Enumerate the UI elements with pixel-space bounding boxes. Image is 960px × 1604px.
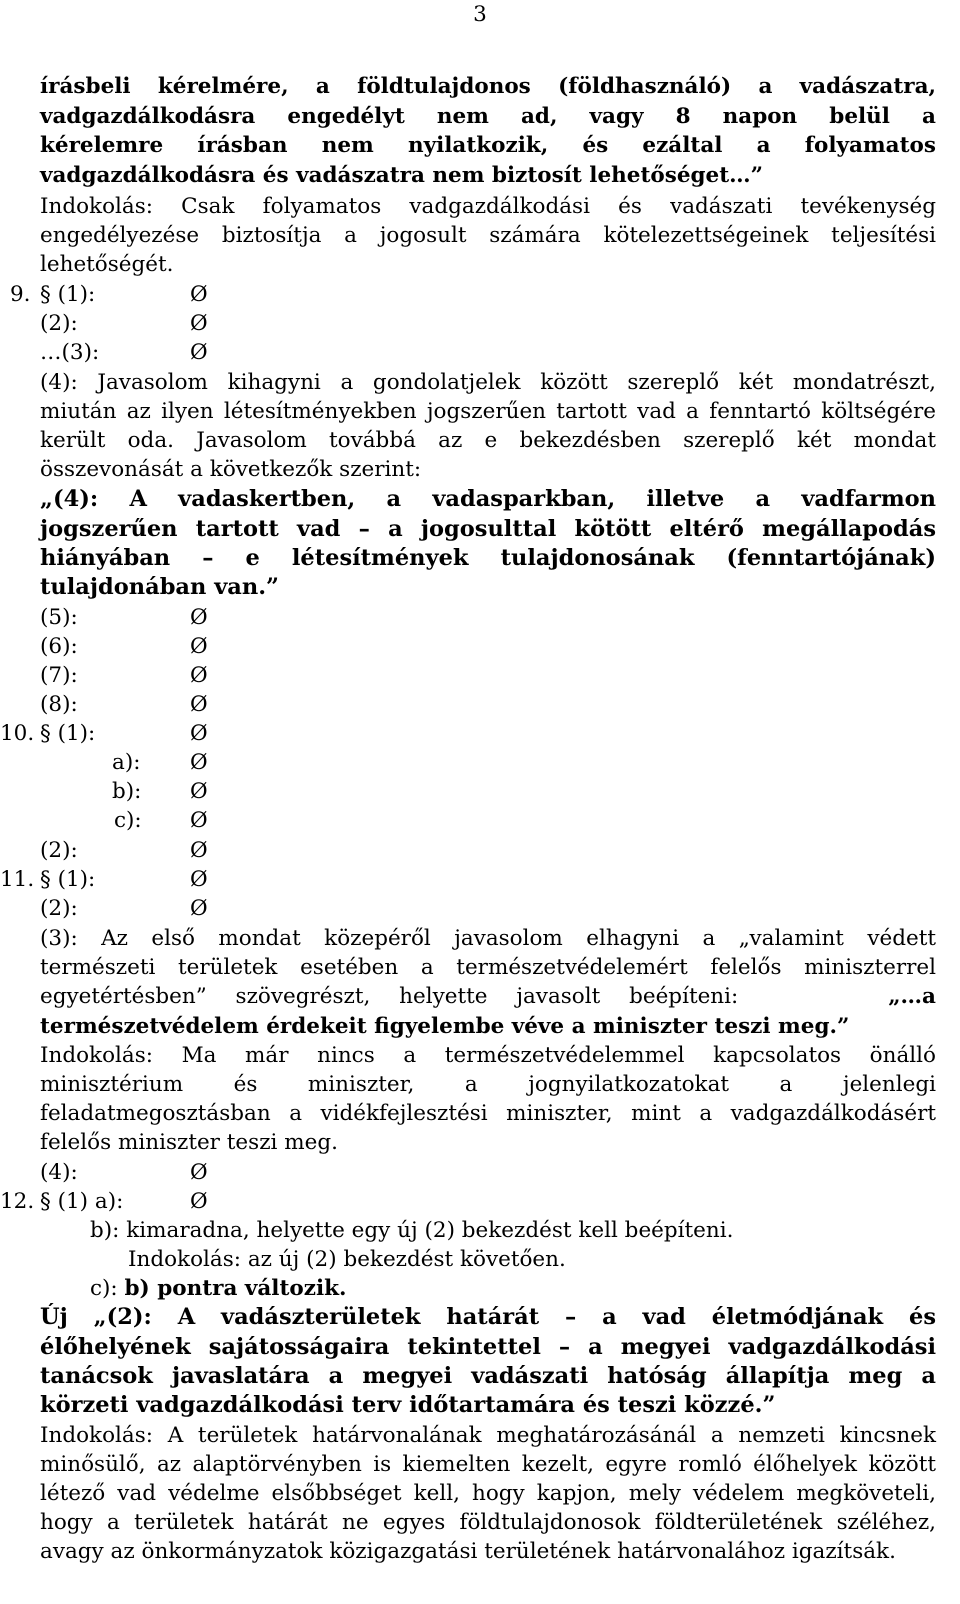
null-mark: Ø [190,340,208,365]
null-mark: Ø [190,750,208,775]
section-number: 10. [0,721,35,746]
quote-line: „(4): A vadaskertben, a vadasparkban, illetve a vadfarmon [40,486,936,512]
null-mark: Ø [190,282,208,307]
paragraph-label: § (1) a): [40,1189,124,1214]
quote-line: tulajdonában van.” [40,574,279,600]
paragraph-label: (5): [40,605,78,630]
justification-line: feladatmegosztásban a vidékfejlesztési miniszter, mint a vadgazdálkodásért [40,1101,936,1126]
point-label: c): [90,1276,125,1301]
quote-line: körzeti vadgazdálkodási terv időtartamára és teszi közzé.” [40,1392,776,1418]
quote-line: tanácsok javaslatára a megyei vadászati hatóság állapítja meg a [40,1363,936,1389]
proposal-line: került oda. Javasolom továbbá az e bekezdésben szereplő két mondat [40,428,936,453]
section-number: 11. [0,867,35,892]
quote-line: vadgazdálkodásra és vadászatra nem biztosít lehetőséget…” [40,163,764,188]
justification-line: Indokolás: A területek határvonalának meghatározásánál a nemzeti kincsnek [40,1423,936,1448]
null-mark: Ø [190,721,208,746]
justification-line: Indokolás: Csak folyamatos vadgazdálkodási és vadászati tevékenység [40,194,936,219]
page-number: 3 [473,2,487,27]
justification-line: felelős miniszter teszi meg. [40,1130,338,1155]
justification-line: minisztérium és miniszter, a jognyilatkozatokat a jelenlegi [40,1072,936,1097]
quote-line: vadgazdálkodásra engedélyt nem ad, vagy 8 napon belül a [40,104,936,129]
point-note: Indokolás: az új (2) bekezdést követően. [128,1247,566,1272]
paragraph-label: § (1): [40,721,96,746]
null-mark: Ø [190,692,208,717]
section-number: 9. [10,282,31,307]
null-mark: Ø [190,808,208,833]
justification-line: létező vad védelme elsőbbséget kell, hogy kapjon, mely védelem megköveteli, [40,1481,936,1506]
quote-line: hiányában – e létesítmények tulajdonosának (fenntartójának) [40,545,936,571]
paragraph-label: § (1): [40,282,96,307]
proposal-line: (4): Javasolom kihagyni a gondolatjelek között szereplő két mondatrészt, [40,370,936,395]
quote-line: élőhelyének sajátosságaira tekintettel – a megyei vadgazdálkodási [40,1334,936,1360]
null-mark: Ø [190,779,208,804]
justification-line: lehetőségét. [40,252,174,277]
quote-line: természetvédelem érdekeit figyelembe véve a miniszter teszi meg.” [40,1014,850,1039]
proposal-text: egyetértésben” szövegrészt, helyette javasolt beépíteni: [40,984,739,1009]
null-mark: Ø [190,663,208,688]
null-mark: Ø [190,867,208,892]
point-text [90,1274,347,1303]
null-mark: Ø [190,1189,208,1214]
point-text: b): kimaradna, helyette egy új (2) bekezdést kell beépíteni. [90,1218,734,1243]
point-label: a): [112,750,141,775]
point-change: b) pontra változik. [124,1276,347,1301]
justification-line: Indokolás: Ma már nincs a természetvédelemmel kapcsolatos önálló [40,1043,936,1068]
null-mark: Ø [190,896,208,921]
justification-line: hogy a területek határát ne egyes földtulajdonosok földterületének széléhez, [40,1510,936,1535]
paragraph-label: (2): [40,896,78,921]
point-label: c): [114,808,142,833]
proposal-line: (3): Az első mondat közepéről javasolom elhagyni a „valamint védett [40,926,936,951]
paragraph-label: (6): [40,634,78,659]
null-mark: Ø [190,634,208,659]
section-number: 12. [0,1189,35,1214]
quote-line: kérelemre írásban nem nyilatkozik, és ezáltal a folyamatos [40,133,936,158]
paragraph-label: …(3): [40,340,100,365]
null-mark: Ø [190,311,208,336]
paragraph-label: (4): [40,1160,78,1185]
null-mark: Ø [190,838,208,863]
quote-line: jogszerűen tartott vad – a jogosulttal kötött eltérő megállapodás [40,516,936,542]
point-label: b): [112,779,142,804]
quote-line: írásbeli kérelmére, a földtulajdonos (földhasználó) a vadászatra, [40,74,936,99]
paragraph-label: (2): [40,838,78,863]
null-mark: Ø [190,605,208,630]
proposal-line [40,982,936,1011]
proposal-line: miután az ilyen létesítményekben jogszerűen tartott vad a fenntartó költségére [40,399,936,424]
paragraph-label: (2): [40,311,78,336]
paragraph-label: (7): [40,663,78,688]
paragraph-label: (8): [40,692,78,717]
proposal-line: összevonását a következők szerint: [40,457,422,482]
paragraph-label: § (1): [40,867,96,892]
justification-line: engedélyezése biztosítja a jogosult számára kötelezettségeinek teljesítési [40,223,936,248]
justification-line: minősülő, az alaptörvényben is kiemelten kezelt, egyre romló élőhelyek között [40,1452,936,1477]
proposal-line: természeti területek esetében a természetvédelemért felelős miniszterrel [40,955,936,980]
justification-line: avagy az önkormányzatok közigazgatási területének határvonalához igazítsák. [40,1539,896,1564]
quote-line: Új „(2): A vadászterületek határát – a vad életmódjának és [40,1304,936,1330]
null-mark: Ø [190,1160,208,1185]
quote-start: „…a [888,984,936,1009]
